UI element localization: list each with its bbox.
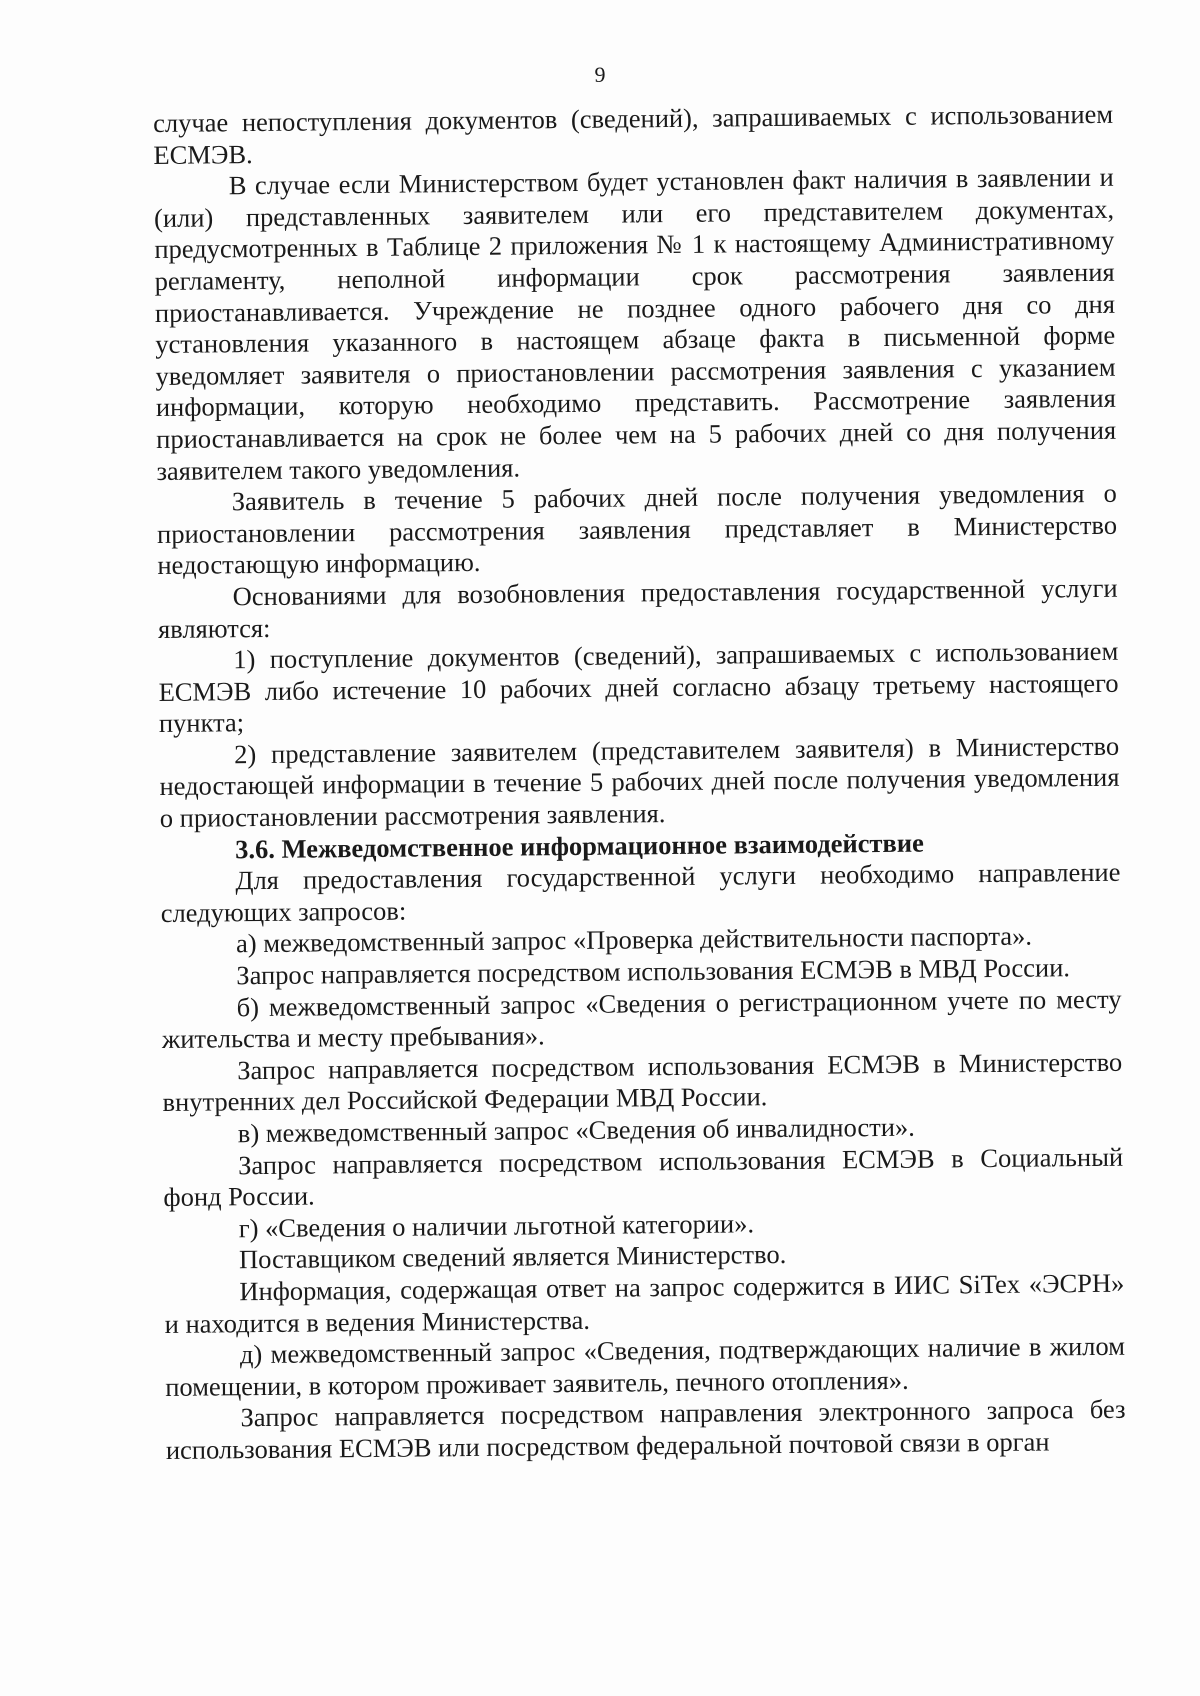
paragraph-suspension: В случае если Министерством будет установлен факт наличия в заявлении и (или) представленных заявителем или его представителем документах, предусмотренных в Таблице 2 приложения № 1 к настоящему Административному регламенту, неполной информации срок рассмотрения заявления приостанавливается. Учреждение не позднее одного рабочего дня со дня установления указанного в настоящем абзаце факта в письменной форме уведомляет заявителя о приостановлении рассмотрения заявления с указанием информации, которую необходимо представить. Рассмотрение заявления приостанавливается на срок не более чем на 5 рабочих дней со дня получения заявителем такого уведомления.	[153, 161, 1117, 486]
list-item-request-c: в) межведомственный запрос «Сведения об инвалидности».	[237, 1111, 915, 1149]
paragraph-request-d-info: Информация, содержащая ответ на запрос содержится в ИИС SiTex «ЭСРН» и находится в ведения Министерства.	[164, 1267, 1125, 1339]
list-item-resumption-1: 1) поступление документов (сведений), запрашиваемых с использованием ЕСМЭВ либо истечение 10 рабочих дней согласно абзацу третьему настоящего пункта;	[158, 635, 1119, 739]
list-item-resumption-2: 2) представление заявителем (представителем заявителя) в Министерство недостающей информации в течение 5 рабочих дней после получения уведомления о приостановлении рассмотрения заявления.	[159, 730, 1120, 834]
paragraph-request-c-route: Запрос направляется посредством использования ЕСМЭВ в Социальный фонд России.	[163, 1141, 1124, 1213]
document-body	[153, 99, 1126, 1467]
paragraph-request-e-route: Запрос направляется посредством направления электронного запроса без использования ЕСМЭВ или посредством федеральной почтовой связи в орган	[165, 1394, 1126, 1465]
paragraph-request-a-route: Запрос направляется посредством использования ЕСМЭВ в МВД России.	[236, 952, 1071, 991]
list-item-request-d: г) «Сведения о наличии льготной категории».	[238, 1208, 755, 1244]
paragraph-requests-intro: Для предоставления государственной услуги необходимо направление следующих запросов:	[160, 856, 1121, 928]
paragraph-request-d-provider: Поставщиком сведений является Министерство.	[238, 1239, 787, 1275]
page-number: 9	[594, 62, 606, 87]
paragraph-applicant-response: Заявитель в течение 5 рабочих дней после получения уведомления о приостановлении рассмотрения заявления представляет в Министерство недостающую информацию.	[156, 477, 1118, 581]
list-item-request-b: б) межведомственный запрос «Сведения о регистрационном учете по месту жительства и месту пребывания».	[161, 983, 1122, 1055]
section-heading: 3.6. Межведомственное информационное взаимодействие	[234, 827, 924, 864]
paragraph-continuation: случае непоступления документов (сведений), запрашиваемых с использованием ЕСМЭВ.	[153, 98, 1114, 170]
list-item-request-a: а) межведомственный запрос «Проверка действительности паспорта».	[235, 921, 1033, 959]
paragraph-resumption-grounds: Основаниями для возобновления предоставления государственной услуги являются:	[157, 572, 1118, 644]
list-item-request-e: д) межведомственный запрос «Сведения, подтверждающих наличие в жилом помещении, в котором проживает заявитель, печного отопления».	[165, 1330, 1126, 1402]
paragraph-request-b-route: Запрос направляется посредством использования ЕСМЭВ в Министерство внутренних дел Российской Федерации МВД России.	[162, 1046, 1123, 1118]
